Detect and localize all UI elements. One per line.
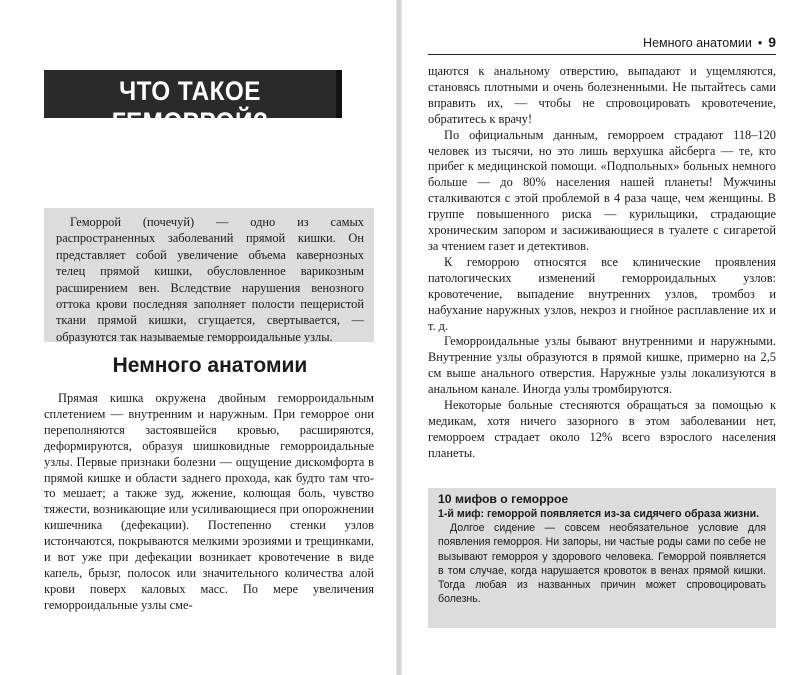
right-body-text xyxy=(428,64,776,462)
page-number: 9 xyxy=(768,34,776,50)
intro-paragraph: Геморрой (почечуй) — одно из самых распространенных заболеваний прямой кишки. Он представляет собой увеличение объема кавернозных телец прямой кишки, обусловленное варикозным расширением вен. Вследствие нарушения венозного оттока крови последняя заполняет полости пещеристой ткани прямой кишки, сгущается, свертывается, — образуются так называемые геморроидальные узлы. xyxy=(56,215,364,344)
myth-heading: 1-й миф: геморрой появляется из-за сидячего образа жизни. xyxy=(438,508,760,520)
paragraph: щаются к анальному отверстию, выпадают и ущемляются, становясь плотными и очень болезненными. Не пытайтесь сами вправить их, — чтобы не спровоцировать кровотечение, обратитесь к врачу! xyxy=(428,64,776,126)
paragraph: Геморроидальные узлы бывают внутренними и наружными. Внутренние узлы образуются в прямой кишке, примерно на 2,5 см выше анального отверстия. Наружные узлы локализуются в анальном канале. Иногда узлы тромбируются. xyxy=(428,334,776,397)
paragraph: По официальным данным, геморроем страдают 118–120 человек из тысячи, но это лишь верхушка айсберга — те, кто прибег к медицинской помощи. «Подпольных» больных немного больше — до 80% населения нашей планеты! Мужчины сталкиваются с этой проблемой в 4 раза чаще, чем женщины. В группе повышенного риска — курильщики, страдающие хроническим запором и засиживающиеся в туалете с сигаретой за чтением газет и детективов. xyxy=(428,127,776,253)
myth-text: Долгое сидение — совсем необязательное условие для появления геморроя. Ни запоры, ни частые роды сами по себе не вызывают геморроя у здорового человека. Геморрой появляется в том случае, когда нарушается кровоток в венах прямой кишки. Тогда любая из названных причин может спровоцировать болезнь. xyxy=(438,522,766,606)
bullet-separator: • xyxy=(757,36,763,50)
left-page xyxy=(0,0,398,675)
myth-box xyxy=(428,488,776,628)
running-head-title: Немного анатомии xyxy=(643,36,752,50)
running-head xyxy=(428,34,776,55)
left-body-text xyxy=(44,391,374,614)
chapter-title: ЧТО ТАКОЕ ГЕМОРРОЙ? xyxy=(111,76,269,137)
chapter-title-bar xyxy=(44,70,342,137)
paragraph: Некоторые больные стесняются обращаться за помощью к медикам, хотя ничего зазорного в этом заболевании нет, геморроем страдает около 12% всего взрослого населения планеты. xyxy=(428,398,776,460)
section-heading: Немного анатомии xyxy=(112,354,308,377)
right-page xyxy=(402,0,800,675)
intro-box xyxy=(44,208,374,342)
body-paragraph: Прямая кишка окружена двойным геморроидальным сплетением — внутренним и наружным. При геморрое они переполняются застоявшейся кровью, расширяются, деформируются, образуя шишковидные геморроидальные узлы. Первые признаки болезни — ощущение дискомфорта в прямой кишке и области заднего прохода, как будто там что-то мешает; а также зуд, жжение, колющая боль, чувство тяжести, возникающие или усиливающиеся при опорожнении кишечника (дефекации). Постепенно стенки узлов истончаются, покрываются мелкими эрозиями и трещинками, и вот уже при дефекации возникает кровотечение в виде капель, брызг, полосок или значительного количества алой крови поверх каловых масс. По мере увеличения геморроидальные узлы сме- xyxy=(44,391,374,612)
myth-box-title: 10 мифов о геморрое xyxy=(438,492,569,506)
paragraph: К геморрою относятся все клинические проявления патологических изменений геморроидальных узлов: кровотечение, выпадение внутренних узлов, тромбоз и набухание наружных узлов, некроз и гнойное расплавление их и т. д. xyxy=(428,254,776,333)
